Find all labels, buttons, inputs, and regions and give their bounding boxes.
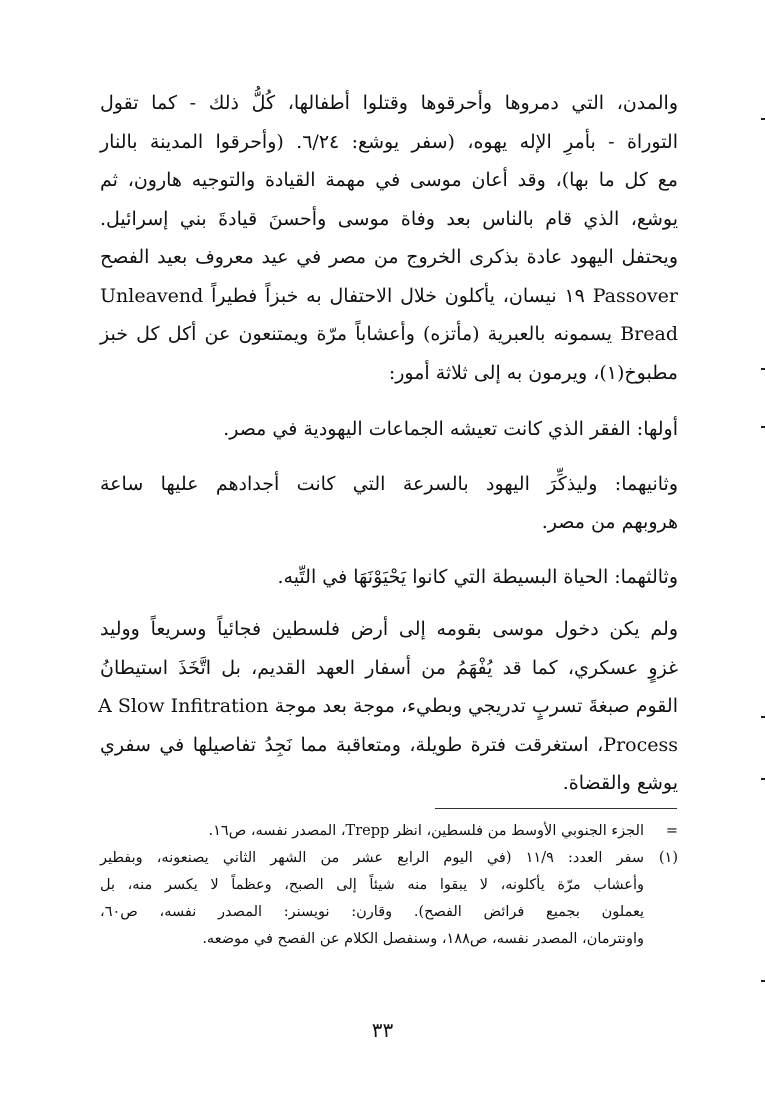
scan-edge-mark	[761, 980, 765, 982]
scan-edge-mark	[761, 368, 765, 370]
footnote-line: الجزء الجنوبي الأوسط من فلسطين، انظر Trepp، المصدر نفسه، ص١٦.	[208, 823, 644, 839]
footnote-line: سفر العدد: ١١/٩ (في اليوم الرابع عشر من الشهر الثاني يصنعونه، وبفطير	[100, 850, 644, 866]
text-line: أولها: الفقر الذي كانت تعيشه الجماعات اليهودية في مصر.	[223, 418, 678, 440]
list-item-third	[100, 558, 678, 597]
text-line: مطبوخ(١)، ويرمون به إلى ثلاثة أمور:	[388, 361, 678, 384]
footnote-1	[100, 845, 678, 953]
text-line: وثالثهما: الحياة البسيطة التي كانوا يَحْيَوْنَهَا في التِّيه.	[277, 565, 678, 588]
footnote-line: يعملون بجميع فرائض الفصح). وقارن: نويسنر: المصدر نفسه، ص٦٠،	[100, 904, 644, 920]
text-line: يوشع، الذي قام بالناس بعد وفاة موسى وأحسنَ قيادةَ بني إسرائيل.	[100, 207, 678, 230]
list-item-first	[100, 410, 678, 449]
footnote-mark: =	[665, 823, 678, 839]
footnote-line: وأعشاب مرّة يأكلونه، لا يبقوا منه شيئاً إلى الصبح، وعظماً لا يكسر منه، بل	[100, 877, 644, 893]
text-line: والمدن، التي دمروها وأحرقوها وقتلوا أطفالها، كُلُّ ذلك - كما تقول	[100, 92, 678, 114]
body-paragraph-2	[100, 610, 678, 803]
text-line: ويحتفل اليهود عادة بذكرى الخروج من مصر في عيد معروف بعيد الفصح	[100, 246, 678, 268]
scan-edge-mark	[761, 778, 765, 780]
footnote-divider	[435, 808, 677, 809]
text-line: مع كل ما بها)، وقد أعان موسى في مهمة القيادة والتوجيه هارون، ثم	[100, 169, 678, 191]
footnote-continued	[100, 818, 678, 845]
scan-edge-mark	[761, 426, 765, 428]
text-line: التوراة - بأمرِ الإله يهوه، (سفر يوشع: ٦/٢٤. (وأحرقوا المدينة بالنار	[100, 130, 678, 153]
list-item-second	[100, 465, 678, 542]
text-line: القوم صبغةَ تسربٍ تدريجي وبطيء، موجة بعد موجة A Slow Infitration	[98, 695, 678, 717]
footnotes	[100, 818, 678, 953]
text-line: Bread يسمونه بالعبرية (مأتزه) وأعشاباً مرّة ويمتنعون عن أكل كل خبز	[100, 323, 678, 345]
text-line: Process، استغرقت فترة طويلة، ومتعاقبة مما نَجِدُ تفاصيلها في سفري	[100, 733, 678, 756]
main-text	[100, 84, 678, 803]
text-line: Passover ١٩ نيسان، يأكلون خلال الاحتفال به خبزاً فطيراً Unleavend	[100, 284, 678, 307]
page-number: ٣٣	[371, 1018, 394, 1042]
text-line: يوشع والقضاة.	[562, 772, 678, 794]
text-line: غزوٍ عسكري، كما قد يُفْهَمُ من أسفار العهد القديم، بل اتَّخَذَ استيطانُ	[100, 656, 678, 679]
text-line: وثانيهما: وليذكِّرَ اليهود بالسرعة التي كانت أجدادهم عليها ساعة	[100, 472, 678, 495]
body-paragraph-1	[100, 84, 678, 392]
text-line: هروبهم من مصر.	[541, 511, 678, 533]
footnote-line: واونترمان، المصدر نفسه، ص١٨٨، وسنفصل الكلام عن الفصح في موضعه.	[202, 931, 644, 947]
scan-edge-mark	[761, 118, 765, 120]
text-line: ولم يكن دخول موسى بقومه إلى أرض فلسطين فجائياً وسريعاً ووليد	[100, 618, 678, 640]
footnote-mark: (١)	[658, 850, 678, 866]
scan-edge-mark	[761, 716, 765, 718]
